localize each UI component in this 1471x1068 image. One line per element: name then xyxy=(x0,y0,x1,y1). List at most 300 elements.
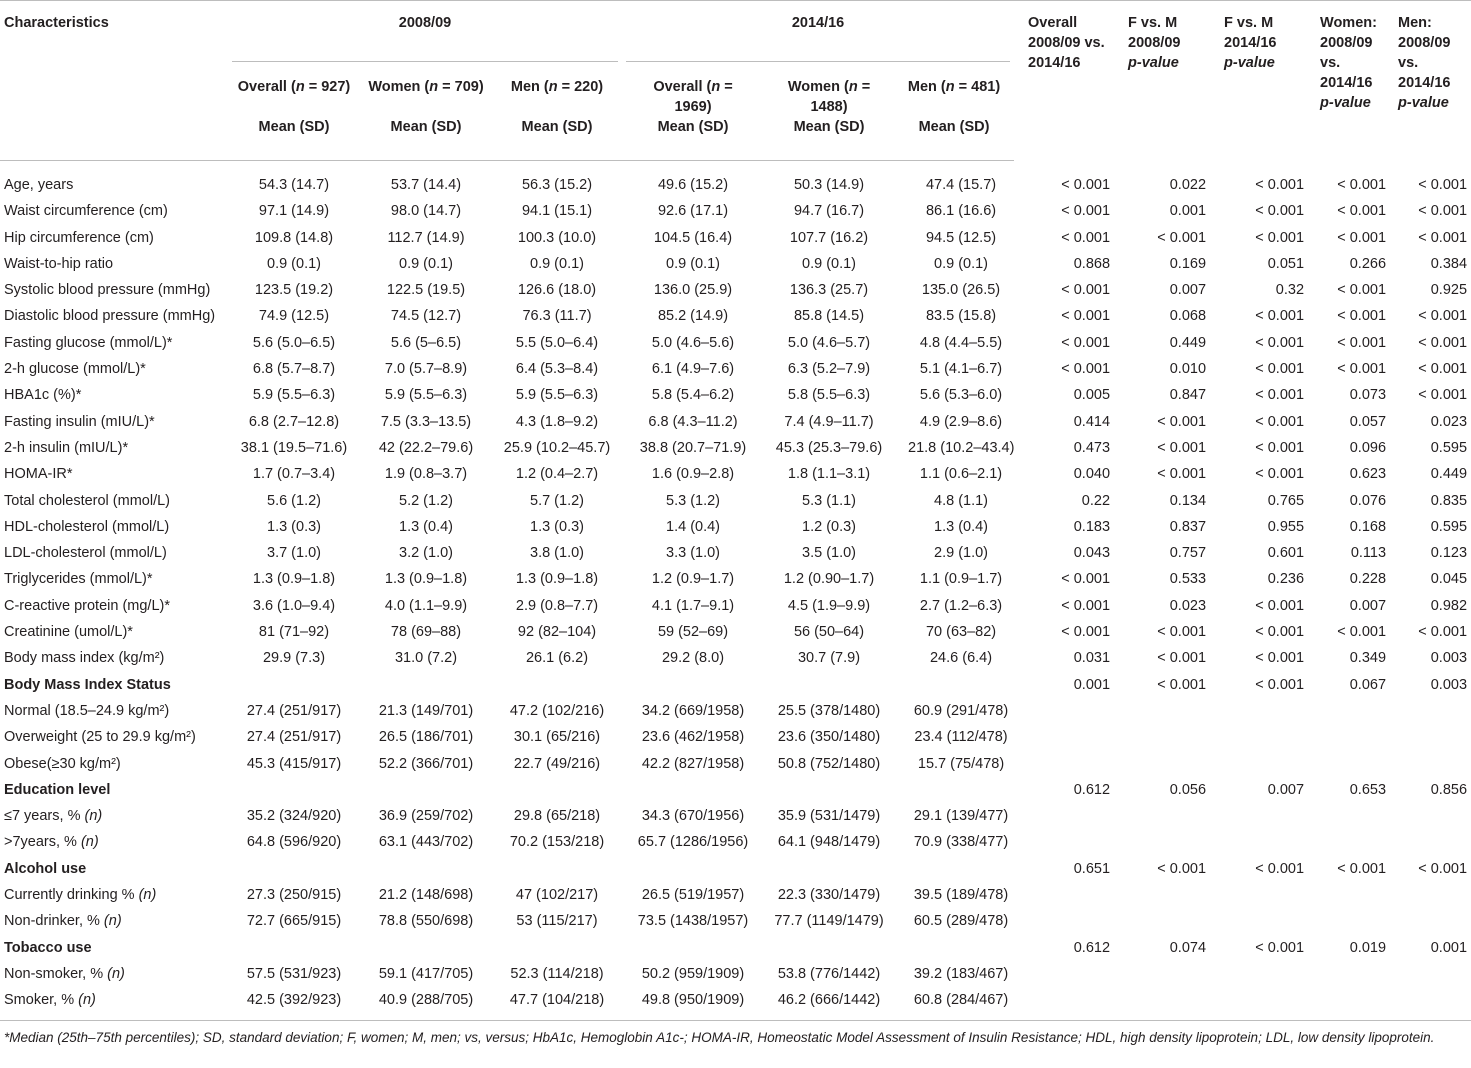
value-cell: 77.7 (1149/1479) xyxy=(774,913,884,930)
value-cell: 6.3 (5.2–7.9) xyxy=(787,361,871,378)
sub-text: = 927) xyxy=(304,78,351,95)
value-cell: 1.8 (1.1–3.1) xyxy=(787,466,871,483)
value-cell xyxy=(764,935,894,961)
pvalue-cell xyxy=(1014,829,1114,855)
value-cell: 6.4 (5.3–8.4) xyxy=(515,361,599,378)
value-cell: 0.9 (0.1) xyxy=(802,255,857,272)
value-cell: 30.1 (65/216) xyxy=(513,729,601,746)
value-cell: 35.2 (324/920) xyxy=(246,808,342,825)
value-cell: 56 (50–64) xyxy=(793,624,865,641)
row-label xyxy=(0,803,228,829)
value-cell: 7.5 (3.3–13.5) xyxy=(380,413,472,430)
value-cell: 54.3 (14.7) xyxy=(258,177,330,193)
value-cell: 34.2 (669/1958) xyxy=(641,702,745,719)
pvalue-cell: < 0.001 xyxy=(1157,439,1207,456)
pvalue-cell xyxy=(1390,829,1471,855)
value-cell: 74.5 (12.7) xyxy=(390,308,462,325)
value-cell: 45.3 (25.3–79.6) xyxy=(775,439,883,456)
pvalue-cell xyxy=(1114,698,1210,724)
pvalue-cell: < 0.001 xyxy=(1061,597,1111,614)
women-p-label: Women: 2008/09 vs. 2014/16 xyxy=(1320,15,1377,91)
pvalue-cell: 0.32 xyxy=(1275,282,1305,299)
value-cell: 5.6 (5.3–6.0) xyxy=(919,387,1003,404)
row-label-text: Body mass index (kg/m²) xyxy=(4,650,165,667)
value-cell: 21.2 (148/698) xyxy=(378,887,474,904)
sub-text: Men ( xyxy=(907,78,946,95)
value-cell xyxy=(492,672,622,698)
pvalue-cell: < 0.001 xyxy=(1157,466,1207,483)
pvalue-cell xyxy=(1014,803,1114,829)
value-cell: 5.3 (1.2) xyxy=(666,492,721,509)
value-cell: 136.0 (25.9) xyxy=(653,282,733,299)
pvalue-cell: < 0.001 xyxy=(1061,229,1111,246)
row-label xyxy=(0,251,228,277)
value-cell: 3.7 (1.0) xyxy=(267,545,321,562)
row-label-n: (n) xyxy=(80,808,103,825)
value-cell: 5.0 (4.6–5.7) xyxy=(787,334,871,351)
pvalue-cell: < 0.001 xyxy=(1418,387,1468,404)
pvalue-cell: 0.847 xyxy=(1169,387,1207,404)
row-label-n: (n) xyxy=(76,834,99,851)
pvalue-cell: < 0.001 xyxy=(1061,282,1111,299)
value-cell: 42.5 (392/923) xyxy=(246,992,342,1009)
pvalue-cell xyxy=(1114,724,1210,750)
value-cell: 1.2 (0.90–1.7) xyxy=(783,571,875,588)
pvalue-cell: 0.168 xyxy=(1349,518,1387,535)
row-label xyxy=(0,961,228,987)
value-cell: 4.1 (1.7–9.1) xyxy=(651,597,735,614)
sub-text: = 709) xyxy=(438,78,484,95)
pvalue-cell: < 0.001 xyxy=(1418,361,1468,378)
row-label-text: Total cholesterol (mmol/L) xyxy=(4,492,170,509)
value-cell xyxy=(764,856,894,882)
value-cell: 1.3 (0.9–1.8) xyxy=(384,571,468,588)
value-cell: 74.9 (12.5) xyxy=(258,308,330,325)
sub-text: Women ( xyxy=(787,78,849,95)
row-label-n: (n) xyxy=(134,887,157,904)
row-label-text: Overweight (25 to 29.9 kg/m²) xyxy=(4,729,196,746)
value-cell: 85.8 (14.5) xyxy=(793,308,865,325)
value-cell: 29.8 (65/218) xyxy=(513,808,601,825)
pvalue-cell: 0.076 xyxy=(1349,492,1387,509)
row-label xyxy=(0,672,228,698)
value-cell: 45.3 (415/917) xyxy=(246,755,342,772)
pvalue-cell: < 0.001 xyxy=(1255,308,1305,325)
value-cell: 30.7 (7.9) xyxy=(797,650,861,667)
stat-label: Mean (SD) xyxy=(492,117,622,161)
pvalue-cell: 0.236 xyxy=(1267,571,1305,588)
table-row xyxy=(0,593,1471,619)
value-cell: 1.2 (0.3) xyxy=(802,518,857,535)
sub-text: Women ( xyxy=(368,78,430,95)
value-cell: 42.2 (827/1958) xyxy=(641,755,745,772)
value-cell: 135.0 (26.5) xyxy=(921,282,1001,299)
pvalue-cell xyxy=(1390,724,1471,750)
value-cell: 29.2 (8.0) xyxy=(661,650,725,667)
value-cell: 5.9 (5.5–6.3) xyxy=(384,387,468,404)
value-cell: 1.2 (0.4–2.7) xyxy=(515,466,599,483)
pvalue-cell: < 0.001 xyxy=(1337,282,1387,299)
pvalue-cell xyxy=(1210,908,1308,934)
value-cell: 65.7 (1286/1956) xyxy=(637,834,749,851)
pvalue-cell xyxy=(1114,987,1210,1013)
value-cell: 25.5 (378/1480) xyxy=(777,702,881,719)
value-cell: 22.3 (330/1479) xyxy=(777,887,881,904)
table-row xyxy=(0,645,1471,671)
row-label xyxy=(0,593,228,619)
pvalue-cell: < 0.001 xyxy=(1157,229,1207,246)
header-fm-2014 xyxy=(1210,1,1308,161)
sub-n: n xyxy=(711,78,721,95)
pvalue-cell: 0.349 xyxy=(1349,650,1387,667)
pvalue-cell: < 0.001 xyxy=(1418,860,1468,877)
table-row xyxy=(0,303,1471,329)
value-cell: 92.6 (17.1) xyxy=(657,203,729,220)
pvalue-cell: < 0.001 xyxy=(1418,203,1468,220)
sub-text: = 1969) xyxy=(674,78,733,115)
pvalue-cell: 0.019 xyxy=(1349,939,1387,956)
value-cell: 25.9 (10.2–45.7) xyxy=(503,439,611,456)
pvalue-cell: 0.473 xyxy=(1073,439,1111,456)
row-label-text: Alcohol use xyxy=(4,860,87,877)
value-cell: 5.0 (4.6–5.6) xyxy=(651,334,735,351)
value-cell: 1.3 (0.3) xyxy=(267,518,321,535)
table-row xyxy=(0,461,1471,487)
value-cell: 26.5 (519/1957) xyxy=(641,887,745,904)
pvalue-cell: 0.023 xyxy=(1169,597,1207,614)
row-label-text: Creatinine (umol/L)* xyxy=(4,624,133,641)
pvalue-cell: 0.384 xyxy=(1430,255,1468,272)
value-cell: 1.3 (0.4) xyxy=(934,518,989,535)
value-cell: 60.9 (291/478) xyxy=(913,702,1009,719)
pvalue-cell: 0.043 xyxy=(1073,545,1111,562)
value-cell: 50.8 (752/1480) xyxy=(777,755,881,772)
pvalue-cell xyxy=(1390,882,1471,908)
value-cell: 38.1 (19.5–71.6) xyxy=(240,439,348,456)
value-cell: 23.6 (462/1958) xyxy=(641,729,745,746)
value-cell: 63.1 (443/702) xyxy=(378,834,474,851)
pvalue-cell: 0.765 xyxy=(1267,492,1305,509)
value-cell: 83.5 (15.8) xyxy=(925,308,997,325)
table-row xyxy=(0,488,1471,514)
value-cell xyxy=(228,935,360,961)
pvalue-cell xyxy=(1308,987,1390,1013)
row-label xyxy=(0,225,228,251)
header-group-2008 xyxy=(228,1,622,67)
pvalue-cell xyxy=(1014,908,1114,934)
sub-text: = 1488) xyxy=(810,78,871,115)
value-cell: 109.8 (14.8) xyxy=(254,229,334,246)
pvalue-cell: 0.096 xyxy=(1349,439,1387,456)
pvalue-cell: < 0.001 xyxy=(1255,466,1305,483)
value-cell: 1.3 (0.3) xyxy=(530,518,584,535)
row-label-n: (n) xyxy=(99,913,122,930)
pvalue-cell xyxy=(1210,987,1308,1013)
row-label-text: Currently drinking % xyxy=(4,887,135,904)
pvalue-cell: 0.22 xyxy=(1081,492,1111,509)
pvalue-cell: < 0.001 xyxy=(1061,308,1111,325)
stat-label: Mean (SD) xyxy=(764,117,894,161)
sub-overall-2014 xyxy=(622,67,764,117)
value-cell: 1.6 (0.9–2.8) xyxy=(651,466,735,483)
value-cell: 52.3 (114/218) xyxy=(510,965,604,982)
value-cell: 97.1 (14.9) xyxy=(258,203,330,220)
pvalue-cell: < 0.001 xyxy=(1337,308,1387,325)
value-cell: 3.8 (1.0) xyxy=(530,545,584,562)
pvalue-cell xyxy=(1210,724,1308,750)
value-cell: 70 (63–82) xyxy=(925,624,997,641)
value-cell xyxy=(360,856,492,882)
row-label xyxy=(0,698,228,724)
sub-n: n xyxy=(295,78,305,95)
pvalue-cell: < 0.001 xyxy=(1061,203,1111,220)
row-label-text: Systolic blood pressure (mmHg) xyxy=(4,282,211,299)
pvalue-cell: 0.612 xyxy=(1073,781,1111,798)
pvalue-cell xyxy=(1014,882,1114,908)
value-cell xyxy=(492,777,622,803)
stat-label: Mean (SD) xyxy=(360,117,492,161)
value-cell: 104.5 (16.4) xyxy=(653,229,733,246)
value-cell: 1.1 (0.6–2.1) xyxy=(919,466,1003,483)
value-cell: 3.2 (1.0) xyxy=(399,545,453,562)
pvalue-cell: < 0.001 xyxy=(1157,676,1207,693)
pvalue-cell: < 0.001 xyxy=(1157,413,1207,430)
table-row xyxy=(0,251,1471,277)
row-label-text: LDL-cholesterol (mmol/L) xyxy=(4,545,167,562)
men-pvalue-label: p-value xyxy=(1398,95,1449,111)
row-label-text: Non-drinker, % xyxy=(4,913,100,930)
value-cell: 73.5 (1438/1957) xyxy=(637,913,749,930)
row-label-text: Hip circumference (cm) xyxy=(4,229,154,246)
value-cell: 1.2 (0.9–1.7) xyxy=(651,571,735,588)
header-group-2014 xyxy=(622,1,1014,67)
table-row xyxy=(0,198,1471,224)
pvalue-cell xyxy=(1014,961,1114,987)
pvalue-cell: 0.031 xyxy=(1073,650,1111,667)
pvalue-cell: < 0.001 xyxy=(1255,203,1305,220)
table-row xyxy=(0,961,1471,987)
value-cell: 47 (102/217) xyxy=(515,887,599,904)
row-label-n: (n) xyxy=(103,965,125,982)
header-women-p xyxy=(1308,1,1390,161)
value-cell: 50.3 (14.9) xyxy=(793,177,865,193)
header-fm-2008 xyxy=(1114,1,1210,161)
pvalue-cell: 0.835 xyxy=(1430,492,1468,509)
pvalue-cell xyxy=(1390,751,1471,777)
pvalue-cell: < 0.001 xyxy=(1255,413,1305,430)
pvalue-cell: < 0.001 xyxy=(1255,860,1305,877)
value-cell: 36.9 (259/702) xyxy=(378,808,474,825)
value-cell: 78.8 (550/698) xyxy=(378,913,474,930)
pvalue-cell: < 0.001 xyxy=(1255,177,1305,193)
sub-women-2014 xyxy=(764,67,894,117)
value-cell xyxy=(894,856,1014,882)
value-cell: 123.5 (19.2) xyxy=(254,282,334,299)
row-label xyxy=(0,172,228,198)
row-label-text: ≤7 years, % xyxy=(4,808,81,825)
header-characteristics: Characteristics xyxy=(4,15,109,31)
pvalue-cell: < 0.001 xyxy=(1061,624,1111,641)
table-row xyxy=(0,382,1471,408)
row-label-text: Education level xyxy=(4,781,111,798)
row-label-text: Waist circumference (cm) xyxy=(4,203,168,220)
header-spacer xyxy=(0,67,228,117)
pvalue-cell: 0.051 xyxy=(1267,255,1305,272)
pvalue-cell: 0.007 xyxy=(1349,597,1387,614)
pvalue-cell: < 0.001 xyxy=(1337,860,1387,877)
pvalue-cell: 0.001 xyxy=(1073,676,1111,693)
value-cell: 7.4 (4.9–11.7) xyxy=(784,413,874,430)
row-label xyxy=(0,277,228,303)
pvalue-cell: < 0.001 xyxy=(1061,571,1111,588)
value-cell: 27.4 (251/917) xyxy=(246,729,342,746)
value-cell: 6.8 (5.7–8.7) xyxy=(252,361,336,378)
value-cell xyxy=(764,777,894,803)
table-row xyxy=(0,356,1471,382)
value-cell xyxy=(228,777,360,803)
women-pvalue-label: p-value xyxy=(1320,95,1371,111)
pvalue-cell: 0.040 xyxy=(1073,466,1111,483)
pvalue-cell: < 0.001 xyxy=(1337,361,1387,378)
pvalue-cell: 0.007 xyxy=(1267,781,1305,798)
pvalue-cell: 0.001 xyxy=(1430,939,1468,956)
pvalue-cell xyxy=(1210,698,1308,724)
pvalue-cell: 0.612 xyxy=(1073,939,1111,956)
value-cell: 1.3 (0.9–1.8) xyxy=(252,571,336,588)
value-cell: 5.8 (5.4–6.2) xyxy=(651,387,735,404)
row-label xyxy=(0,382,228,408)
pvalue-cell xyxy=(1114,829,1210,855)
pvalue-cell: 0.169 xyxy=(1169,255,1207,272)
value-cell: 21.8 (10.2–43.4) xyxy=(908,439,1015,456)
value-cell: 92 (82–104) xyxy=(517,624,597,641)
value-cell: 1.9 (0.8–3.7) xyxy=(384,466,468,483)
value-cell: 35.9 (531/1479) xyxy=(777,808,881,825)
section-row xyxy=(0,935,1471,961)
sub-text: = 481) xyxy=(954,78,1001,95)
pvalue-cell: 0.651 xyxy=(1073,860,1111,877)
header-spacer xyxy=(0,117,228,161)
pvalue-cell: < 0.001 xyxy=(1157,624,1207,641)
pvalue-cell: < 0.001 xyxy=(1255,387,1305,404)
value-cell: 23.6 (350/1480) xyxy=(777,729,881,746)
pvalue-cell: 0.266 xyxy=(1349,255,1387,272)
sub-men-2008 xyxy=(492,67,622,117)
value-cell: 100.3 (10.0) xyxy=(517,229,597,246)
value-cell xyxy=(622,777,764,803)
pvalue-cell: < 0.001 xyxy=(1337,334,1387,351)
value-cell xyxy=(360,777,492,803)
row-label xyxy=(0,751,228,777)
value-cell: 136.3 (25.7) xyxy=(789,282,869,299)
pvalue-cell: < 0.001 xyxy=(1255,624,1305,641)
pvalue-cell: 0.925 xyxy=(1430,282,1468,299)
value-cell: 94.7 (16.7) xyxy=(793,203,865,220)
table-row xyxy=(0,277,1471,303)
section-row xyxy=(0,777,1471,803)
pvalue-cell xyxy=(1308,908,1390,934)
row-label-text: Fasting insulin (mIU/L)* xyxy=(4,413,155,430)
pvalue-cell: < 0.001 xyxy=(1418,308,1468,325)
sub-n: n xyxy=(848,78,858,95)
value-cell: 59.1 (417/705) xyxy=(378,965,474,982)
value-cell xyxy=(492,856,622,882)
value-cell: 46.2 (666/1442) xyxy=(777,992,881,1009)
value-cell: 64.8 (596/920) xyxy=(246,834,342,851)
value-cell xyxy=(228,672,360,698)
pvalue-cell: < 0.001 xyxy=(1061,177,1111,193)
value-cell: 0.9 (0.1) xyxy=(934,255,989,272)
pvalue-cell: < 0.001 xyxy=(1255,650,1305,667)
value-cell xyxy=(894,672,1014,698)
value-cell: 21.3 (149/701) xyxy=(378,702,474,719)
row-label-text: 2-h insulin (mIU/L)* xyxy=(4,439,129,456)
pvalue-cell: < 0.001 xyxy=(1255,334,1305,351)
table-body xyxy=(0,161,1471,1014)
row-label-text: HBA1c (%)* xyxy=(4,387,82,404)
value-cell: 126.6 (18.0) xyxy=(517,282,597,299)
row-label xyxy=(0,540,228,566)
value-cell: 38.8 (20.7–71.9) xyxy=(639,439,747,456)
value-cell: 4.9 (2.9–8.6) xyxy=(919,413,1003,430)
value-cell: 27.3 (250/915) xyxy=(246,887,342,904)
value-cell: 47.2 (102/216) xyxy=(509,702,605,719)
value-cell: 2.7 (1.2–6.3) xyxy=(919,597,1003,614)
fm-2014-pvalue-label: p-value xyxy=(1224,55,1275,71)
pvalue-cell: < 0.001 xyxy=(1255,939,1305,956)
row-label-text: Diastolic blood pressure (mmHg) xyxy=(4,308,216,325)
row-label xyxy=(0,908,228,934)
pvalue-cell: 0.067 xyxy=(1349,676,1387,693)
pvalue-cell: < 0.001 xyxy=(1255,361,1305,378)
row-label-text: 2-h glucose (mmol/L)* xyxy=(4,361,146,378)
value-cell xyxy=(622,672,764,698)
pvalue-cell xyxy=(1210,803,1308,829)
pvalue-cell: 0.449 xyxy=(1169,334,1207,351)
pvalue-cell: 0.003 xyxy=(1430,650,1468,667)
value-cell: 76.3 (11.7) xyxy=(522,308,592,325)
pvalue-cell: 0.595 xyxy=(1430,439,1468,456)
value-cell: 47.4 (15.7) xyxy=(925,177,997,193)
pvalue-cell: 0.601 xyxy=(1267,545,1305,562)
row-label xyxy=(0,987,228,1013)
pvalue-cell: 0.057 xyxy=(1349,413,1387,430)
value-cell: 86.1 (16.6) xyxy=(925,203,997,220)
pvalue-cell: 0.982 xyxy=(1430,597,1468,614)
pvalue-cell: < 0.001 xyxy=(1418,334,1468,351)
pvalue-cell: < 0.001 xyxy=(1061,334,1111,351)
value-cell: 6.8 (4.3–11.2) xyxy=(648,413,738,430)
value-cell: 15.7 (75/478) xyxy=(917,755,1005,772)
value-cell: 5.7 (1.2) xyxy=(530,492,584,509)
section-row xyxy=(0,672,1471,698)
pvalue-cell: 0.056 xyxy=(1169,781,1207,798)
value-cell: 81 (71–92) xyxy=(258,624,330,641)
row-label xyxy=(0,514,228,540)
row-label-text: Tobacco use xyxy=(4,939,92,956)
footnote: *Median (25th–75th percentiles); SD, standard deviation; F, women; M, men; vs, versus; HbA1c, Hemoglobin A1c-; HOMA-IR, Homeostatic Model Assessment of Insulin Resistance; HDL, high density lipoprotein; LDL, low density lipoprotein. xyxy=(4,1030,1435,1045)
table-row xyxy=(0,698,1471,724)
value-cell: 22.7 (49/216) xyxy=(513,755,601,772)
pvalue-cell: 0.837 xyxy=(1169,518,1207,535)
row-label-text: >7years, % xyxy=(4,834,77,851)
pvalue-cell: < 0.001 xyxy=(1337,203,1387,220)
value-cell: 31.0 (7.2) xyxy=(394,650,458,667)
pvalue-cell: < 0.001 xyxy=(1255,676,1305,693)
pvalue-cell xyxy=(1308,751,1390,777)
row-label xyxy=(0,566,228,592)
pvalue-cell: 0.868 xyxy=(1073,255,1111,272)
